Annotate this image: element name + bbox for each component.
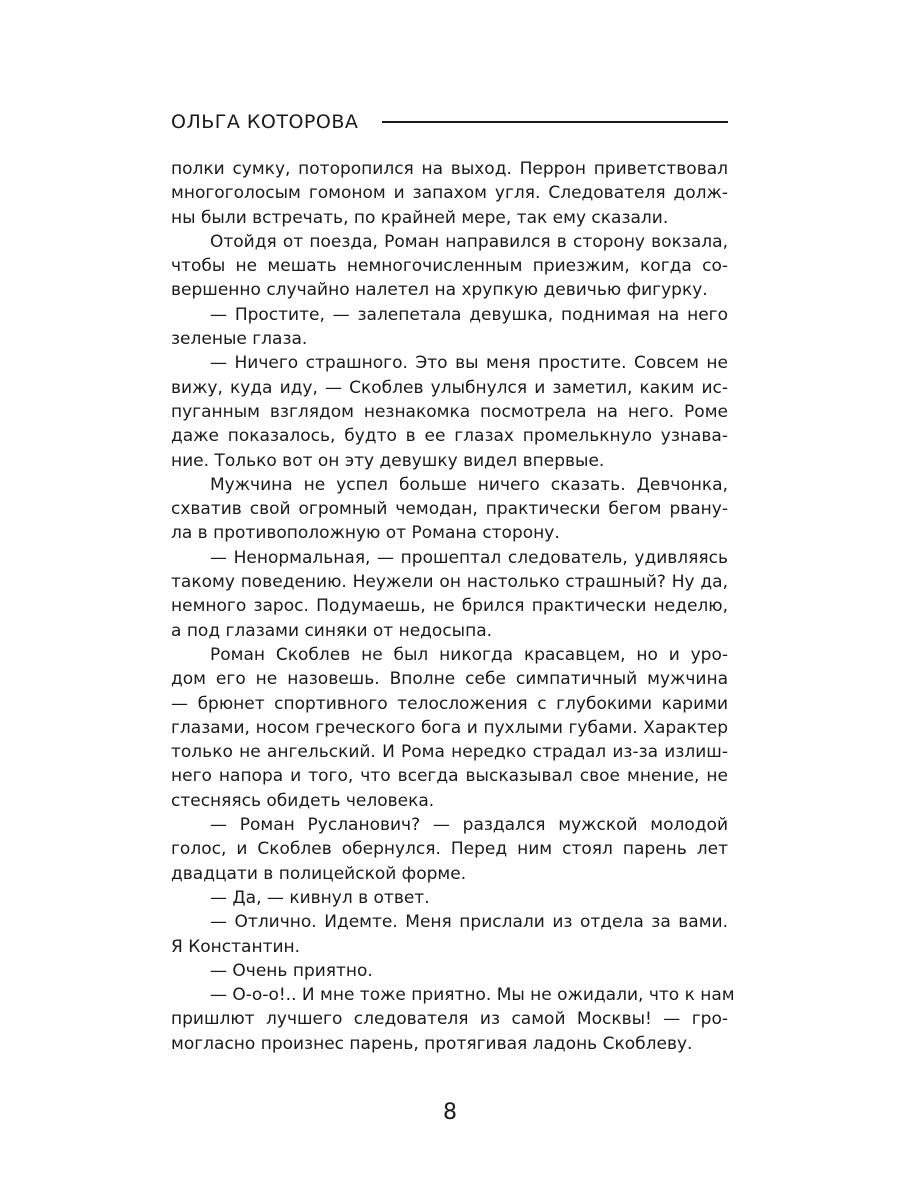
text-line: — Роман Русланович? — раздался мужской молодой bbox=[210, 815, 728, 836]
running-header bbox=[171, 108, 728, 136]
text-line: — брюнет спортивного телосложения с глубокими карими bbox=[171, 693, 728, 714]
text-line: двадцати в полицейской форме. bbox=[171, 863, 467, 884]
page-number: 8 bbox=[443, 1100, 457, 1125]
text-line: схватив свой огромный чемодан, практически бегом рвану- bbox=[171, 499, 728, 520]
text-line: пришлют лучшего следователя из самой Москвы! — гро- bbox=[171, 1009, 728, 1030]
text-line: дом его не назовешь. Вполне себе симпатичный мужчина bbox=[171, 669, 728, 690]
text-line: голос, и Скоблев обернулся. Перед ним стоял парень лет bbox=[171, 839, 728, 860]
text-line: — Простите, — залепетала девушка, поднимая на него bbox=[210, 304, 728, 325]
body-text bbox=[171, 157, 735, 1056]
text-line: а под глазами синяки от недосыпа. bbox=[171, 620, 493, 641]
header-rule bbox=[382, 121, 728, 123]
text-line: — Отлично. Идемте. Меня прислали из отдела за вами. bbox=[210, 912, 728, 933]
text-line: даже показалось, будто в ее глазах промелькнуло узнава- bbox=[171, 426, 728, 447]
text-line: Роман Скоблев не был никогда красавцем, но и уро- bbox=[210, 644, 728, 665]
text-line: только не ангельский. И Рома нередко страдал из-за излиш- bbox=[171, 742, 728, 763]
text-line: ла в противоположную от Романа сторону. bbox=[171, 523, 560, 544]
author-name: ОЛЬГА КОТОРОВА bbox=[171, 111, 359, 133]
text-line: — Ненормальная, — прошептал следователь, удивляясь bbox=[210, 547, 728, 568]
text-line: Я Константин. bbox=[171, 936, 301, 957]
text-line: могласно произнес парень, протягивая ладонь Скоблеву. bbox=[171, 1033, 693, 1054]
text-line: пуганным взглядом незнакомка посмотрела на него. Роме bbox=[171, 401, 728, 422]
text-line: стесняясь обидеть человека. bbox=[171, 790, 435, 811]
text-line: — О-о-о!.. И мне тоже приятно. Мы не ожидали, что к нам bbox=[210, 985, 735, 1006]
text-line: ны были встречать, по крайней мере, так ему сказали. bbox=[171, 207, 669, 228]
text-line: чтобы не мешать немногочисленным приезжим, когда со- bbox=[171, 256, 728, 277]
text-line: ние. Только вот он эту девушку видел впервые. bbox=[171, 450, 605, 471]
text-line: — Ничего страшного. Это вы меня простите. Совсем не bbox=[210, 353, 728, 374]
text-line: вижу, куда иду, — Скоблев улыбнулся и заметил, каким ис- bbox=[171, 377, 728, 398]
text-line: многоголосым гомоном и запахом угля. Следователя долж- bbox=[171, 183, 728, 204]
text-line: такому поведению. Неужели он настолько страшный? Ну да, bbox=[171, 572, 728, 593]
text-line: глазами, носом греческого бога и пухлыми губами. Характер bbox=[171, 717, 728, 738]
text-line: Отойдя от поезда, Роман направился в сторону вокзала, bbox=[210, 231, 728, 252]
text-line: полки сумку, поторопился на выход. Перрон приветствовал bbox=[171, 159, 728, 179]
text-line: — Да, — кивнул в ответ. bbox=[210, 887, 430, 908]
text-line: него напора и того, что всегда высказывал свое мнение, не bbox=[171, 766, 728, 787]
text-line: Мужчина не успел больше ничего сказать. Девчонка, bbox=[210, 474, 728, 495]
text-line: зеленые глаза. bbox=[171, 329, 308, 350]
text-line: вершенно случайно налетел на хрупкую девичью фигурку. bbox=[171, 280, 708, 301]
text-line: немного зарос. Подумаешь, не брился практически неделю, bbox=[171, 596, 728, 617]
text-line: — Очень приятно. bbox=[210, 960, 373, 981]
